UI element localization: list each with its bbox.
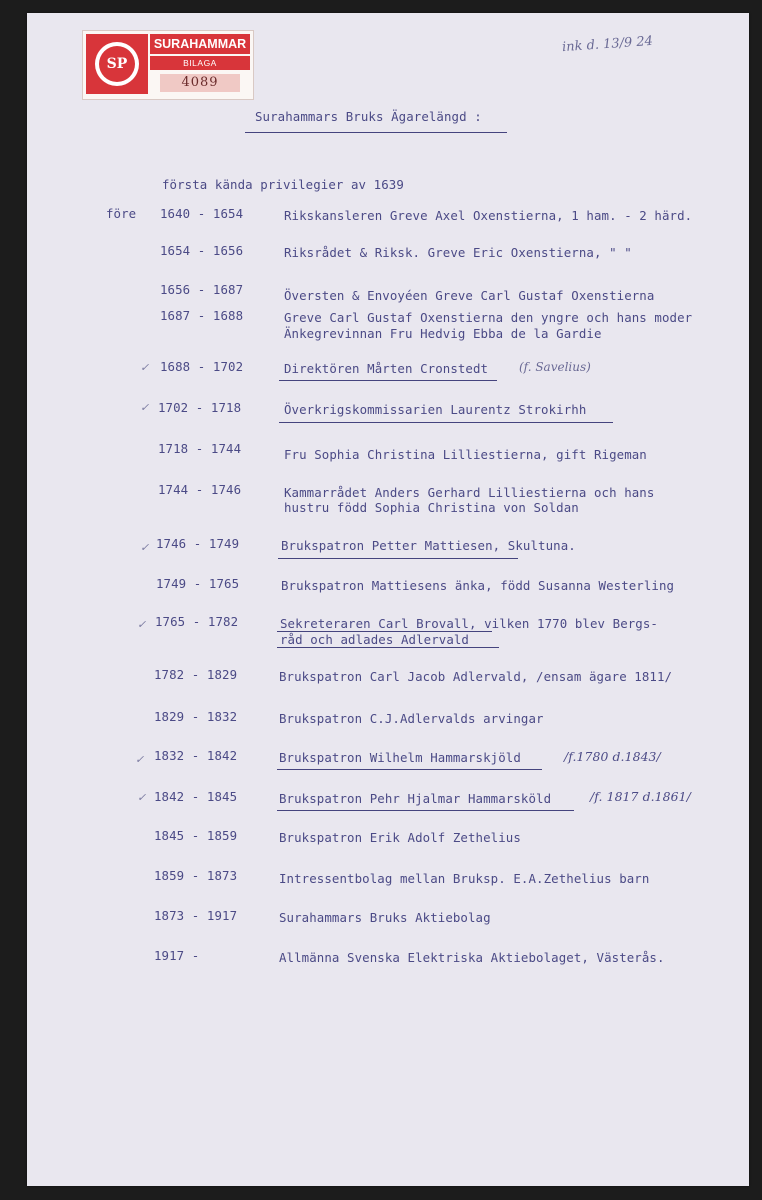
row-years: 1744 - 1746 bbox=[158, 482, 242, 497]
row-years: 1842 - 1845 bbox=[154, 789, 238, 804]
row-years: 1687 - 1688 bbox=[160, 308, 244, 323]
row-years: 1749 - 1765 bbox=[156, 576, 240, 591]
row-note: (f. Savelius) bbox=[519, 360, 591, 374]
row-owner: Brukspatron C.J.Adlervalds arvingar bbox=[279, 711, 544, 726]
row-years: 1782 - 1829 bbox=[154, 667, 238, 682]
check-mark-icon: ✓ bbox=[140, 541, 150, 554]
owner-underline bbox=[277, 631, 492, 632]
row-years: 1640 - 1654 bbox=[160, 206, 244, 221]
row-years: 1917 - bbox=[154, 948, 200, 963]
stamp-label: BILAGA bbox=[150, 56, 250, 70]
row-owner: Överkrigskommissarien Laurentz Strokirhh bbox=[284, 402, 587, 417]
row-owner: Brukspatron Petter Mattiesen, Skultuna. bbox=[281, 538, 576, 553]
row-owner: Intressentbolag mellan Bruksp. E.A.Zethelius barn bbox=[279, 871, 650, 886]
owner-underline bbox=[277, 810, 574, 811]
row-years: 1845 - 1859 bbox=[154, 828, 238, 843]
row-years: 1654 - 1656 bbox=[160, 243, 244, 258]
document-title: Surahammars Bruks Ägarelängd : bbox=[255, 109, 482, 124]
row-years: 1746 - 1749 bbox=[156, 536, 240, 551]
row-owner: Riksrådet & Riksk. Greve Eric Oxenstierna, " " bbox=[284, 245, 632, 260]
document-page bbox=[27, 13, 749, 1186]
owner-underline bbox=[279, 422, 613, 423]
row-owner: Fru Sophia Christina Lilliestierna, gift Rigeman bbox=[284, 447, 647, 462]
row-owner: Kammarrådet Anders Gerhard Lilliestierna och hans bbox=[284, 485, 655, 500]
prefix-fore: före bbox=[106, 206, 137, 221]
owner-underline bbox=[277, 647, 499, 648]
row-owner-cont: råd och adlades Adlervald bbox=[280, 632, 469, 647]
row-years: 1688 - 1702 bbox=[160, 359, 244, 374]
row-years: 1656 - 1687 bbox=[160, 282, 244, 297]
row-note: /f.1780 d.1843/ bbox=[564, 749, 661, 764]
check-mark-icon: ✓ bbox=[137, 791, 147, 804]
row-owner: Brukspatron Pehr Hjalmar Hammarsköld bbox=[279, 791, 552, 806]
row-owner: Brukspatron Wilhelm Hammarskjöld bbox=[279, 750, 521, 765]
row-owner: Brukspatron Carl Jacob Adlervald, /ensam ägare 1811/ bbox=[279, 669, 673, 684]
archive-stamp bbox=[82, 30, 254, 100]
row-owner: Rikskansleren Greve Axel Oxenstierna, 1 ham. - 2 härd. bbox=[284, 208, 693, 223]
stamp-company: SURAHAMMAR bbox=[150, 34, 250, 54]
row-years: 1832 - 1842 bbox=[154, 748, 238, 763]
check-mark-icon: ✓ bbox=[140, 361, 150, 374]
check-mark-icon: ✓ bbox=[137, 618, 147, 631]
check-mark-icon: ✓ bbox=[135, 753, 145, 766]
row-owner-cont: Änkegrevinnan Fru Hedvig Ebba de la Gardie bbox=[284, 326, 602, 341]
row-years: 1765 - 1782 bbox=[155, 614, 239, 629]
row-owner: Allmänna Svenska Elektriska Aktiebolaget, Västerås. bbox=[279, 950, 665, 965]
row-years: 1829 - 1832 bbox=[154, 709, 238, 724]
row-years: 1718 - 1744 bbox=[158, 441, 242, 456]
row-years: 1873 - 1917 bbox=[154, 908, 238, 923]
row-owner: Direktören Mårten Cronstedt bbox=[284, 361, 489, 376]
stamp-logo-panel bbox=[86, 34, 148, 94]
row-years: 1702 - 1718 bbox=[158, 400, 242, 415]
stamp-number: 4089 bbox=[160, 74, 240, 92]
owner-underline bbox=[279, 380, 497, 381]
row-owner: Brukspatron Erik Adolf Zethelius bbox=[279, 830, 521, 845]
row-note: /f. 1817 d.1861/ bbox=[590, 789, 691, 804]
logo-monogram: SP bbox=[99, 46, 135, 82]
owner-underline bbox=[277, 769, 542, 770]
company-logo-icon bbox=[95, 42, 139, 86]
row-owner: Sekreteraren Carl Brovall, vilken 1770 blev Bergs- bbox=[280, 616, 658, 631]
row-owner: Översten & Envoyéen Greve Carl Gustaf Oxenstierna bbox=[284, 288, 655, 303]
check-mark-icon: ✓ bbox=[140, 401, 150, 414]
row-owner-cont: hustru född Sophia Christina von Soldan bbox=[284, 500, 579, 515]
row-owner: Brukspatron Mattiesens änka, född Susanna Westerling bbox=[281, 578, 675, 593]
row-owner: Surahammars Bruks Aktiebolag bbox=[279, 910, 491, 925]
owner-underline bbox=[278, 558, 518, 559]
intro-line: första kända privilegier av 1639 bbox=[162, 177, 404, 192]
handwritten-note: ink d. 13/9 24 bbox=[561, 33, 654, 56]
row-years: 1859 - 1873 bbox=[154, 868, 238, 883]
row-owner: Greve Carl Gustaf Oxenstierna den yngre och hans moder bbox=[284, 310, 693, 325]
title-underline bbox=[245, 132, 507, 133]
